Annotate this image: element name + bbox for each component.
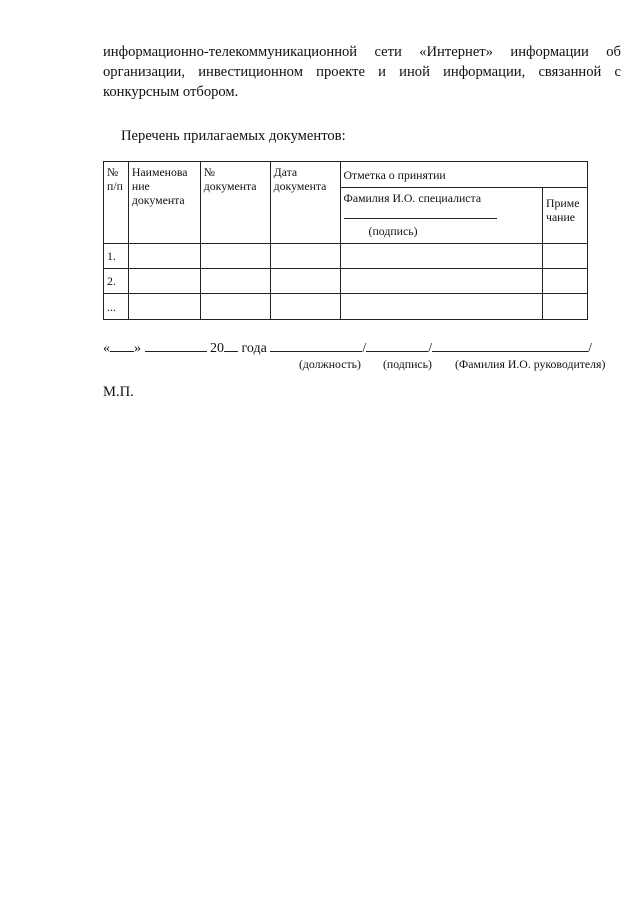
- intro-paragraph: [103, 42, 621, 102]
- header-specialist: Фамилия И.О. специалиста: [343, 191, 482, 205]
- row-number: 2.: [104, 269, 129, 294]
- header-num: № п/п: [104, 162, 129, 244]
- attached-documents-title: Перечень прилагаемых документов:: [121, 128, 346, 144]
- intro-line: информационно-телекоммуникационной сети «Интернет» информации об: [103, 44, 621, 60]
- month-blank: [145, 338, 207, 352]
- table-cell: [270, 269, 340, 294]
- intro-line: организации, инвестиционном проекте и иной информации, связанной с: [103, 64, 621, 80]
- row-number: ...: [104, 294, 129, 320]
- header-note: Приме чание: [543, 188, 588, 244]
- table-cell: [128, 294, 200, 320]
- slash: /: [588, 341, 592, 356]
- table-cell: [200, 269, 270, 294]
- position-blank: [270, 338, 362, 352]
- close-quote: »: [134, 341, 141, 356]
- table-row: [104, 269, 588, 294]
- row-number: 1.: [104, 244, 129, 269]
- header-signature: (подпись): [368, 224, 418, 238]
- signature-blank: [366, 338, 428, 352]
- table-cell: [128, 269, 200, 294]
- header-name: Наименова ние документа: [128, 162, 200, 244]
- year-blank: [224, 338, 238, 352]
- table-cell: [270, 244, 340, 269]
- table-cell: [200, 294, 270, 320]
- intro-line: конкурсным отбором.: [103, 84, 239, 100]
- table-row: [104, 294, 588, 320]
- year-prefix: 20: [210, 341, 224, 356]
- table-cell: [340, 244, 542, 269]
- table-cell: [543, 294, 588, 320]
- table-cell: [340, 294, 542, 320]
- open-quote: «: [103, 341, 110, 356]
- table-cell: [200, 244, 270, 269]
- header-doc-num: № документа: [200, 162, 270, 244]
- slash: /: [428, 341, 433, 356]
- name-blank: [432, 338, 588, 352]
- header-date: Дата документа: [270, 162, 340, 244]
- table-cell: [270, 294, 340, 320]
- header-acceptance: Отметка о принятии: [340, 162, 587, 188]
- table-cell: [543, 269, 588, 294]
- caption-head-name: (Фамилия И.О. руководителя): [455, 357, 606, 371]
- slash: /: [362, 341, 367, 356]
- signature-line: [344, 208, 497, 219]
- table-row: [104, 244, 588, 269]
- table-cell: [128, 244, 200, 269]
- day-blank: [110, 338, 134, 352]
- table-cell: [543, 244, 588, 269]
- table-cell: [340, 269, 542, 294]
- caption-position: (должность): [299, 357, 361, 371]
- date-signature-line: [103, 338, 592, 357]
- stamp-placeholder: М.П.: [103, 384, 134, 400]
- caption-signature: (подпись): [383, 357, 432, 371]
- documents-table: [103, 161, 588, 320]
- year-word: года: [241, 341, 267, 356]
- header-specialist-cell: [340, 188, 542, 244]
